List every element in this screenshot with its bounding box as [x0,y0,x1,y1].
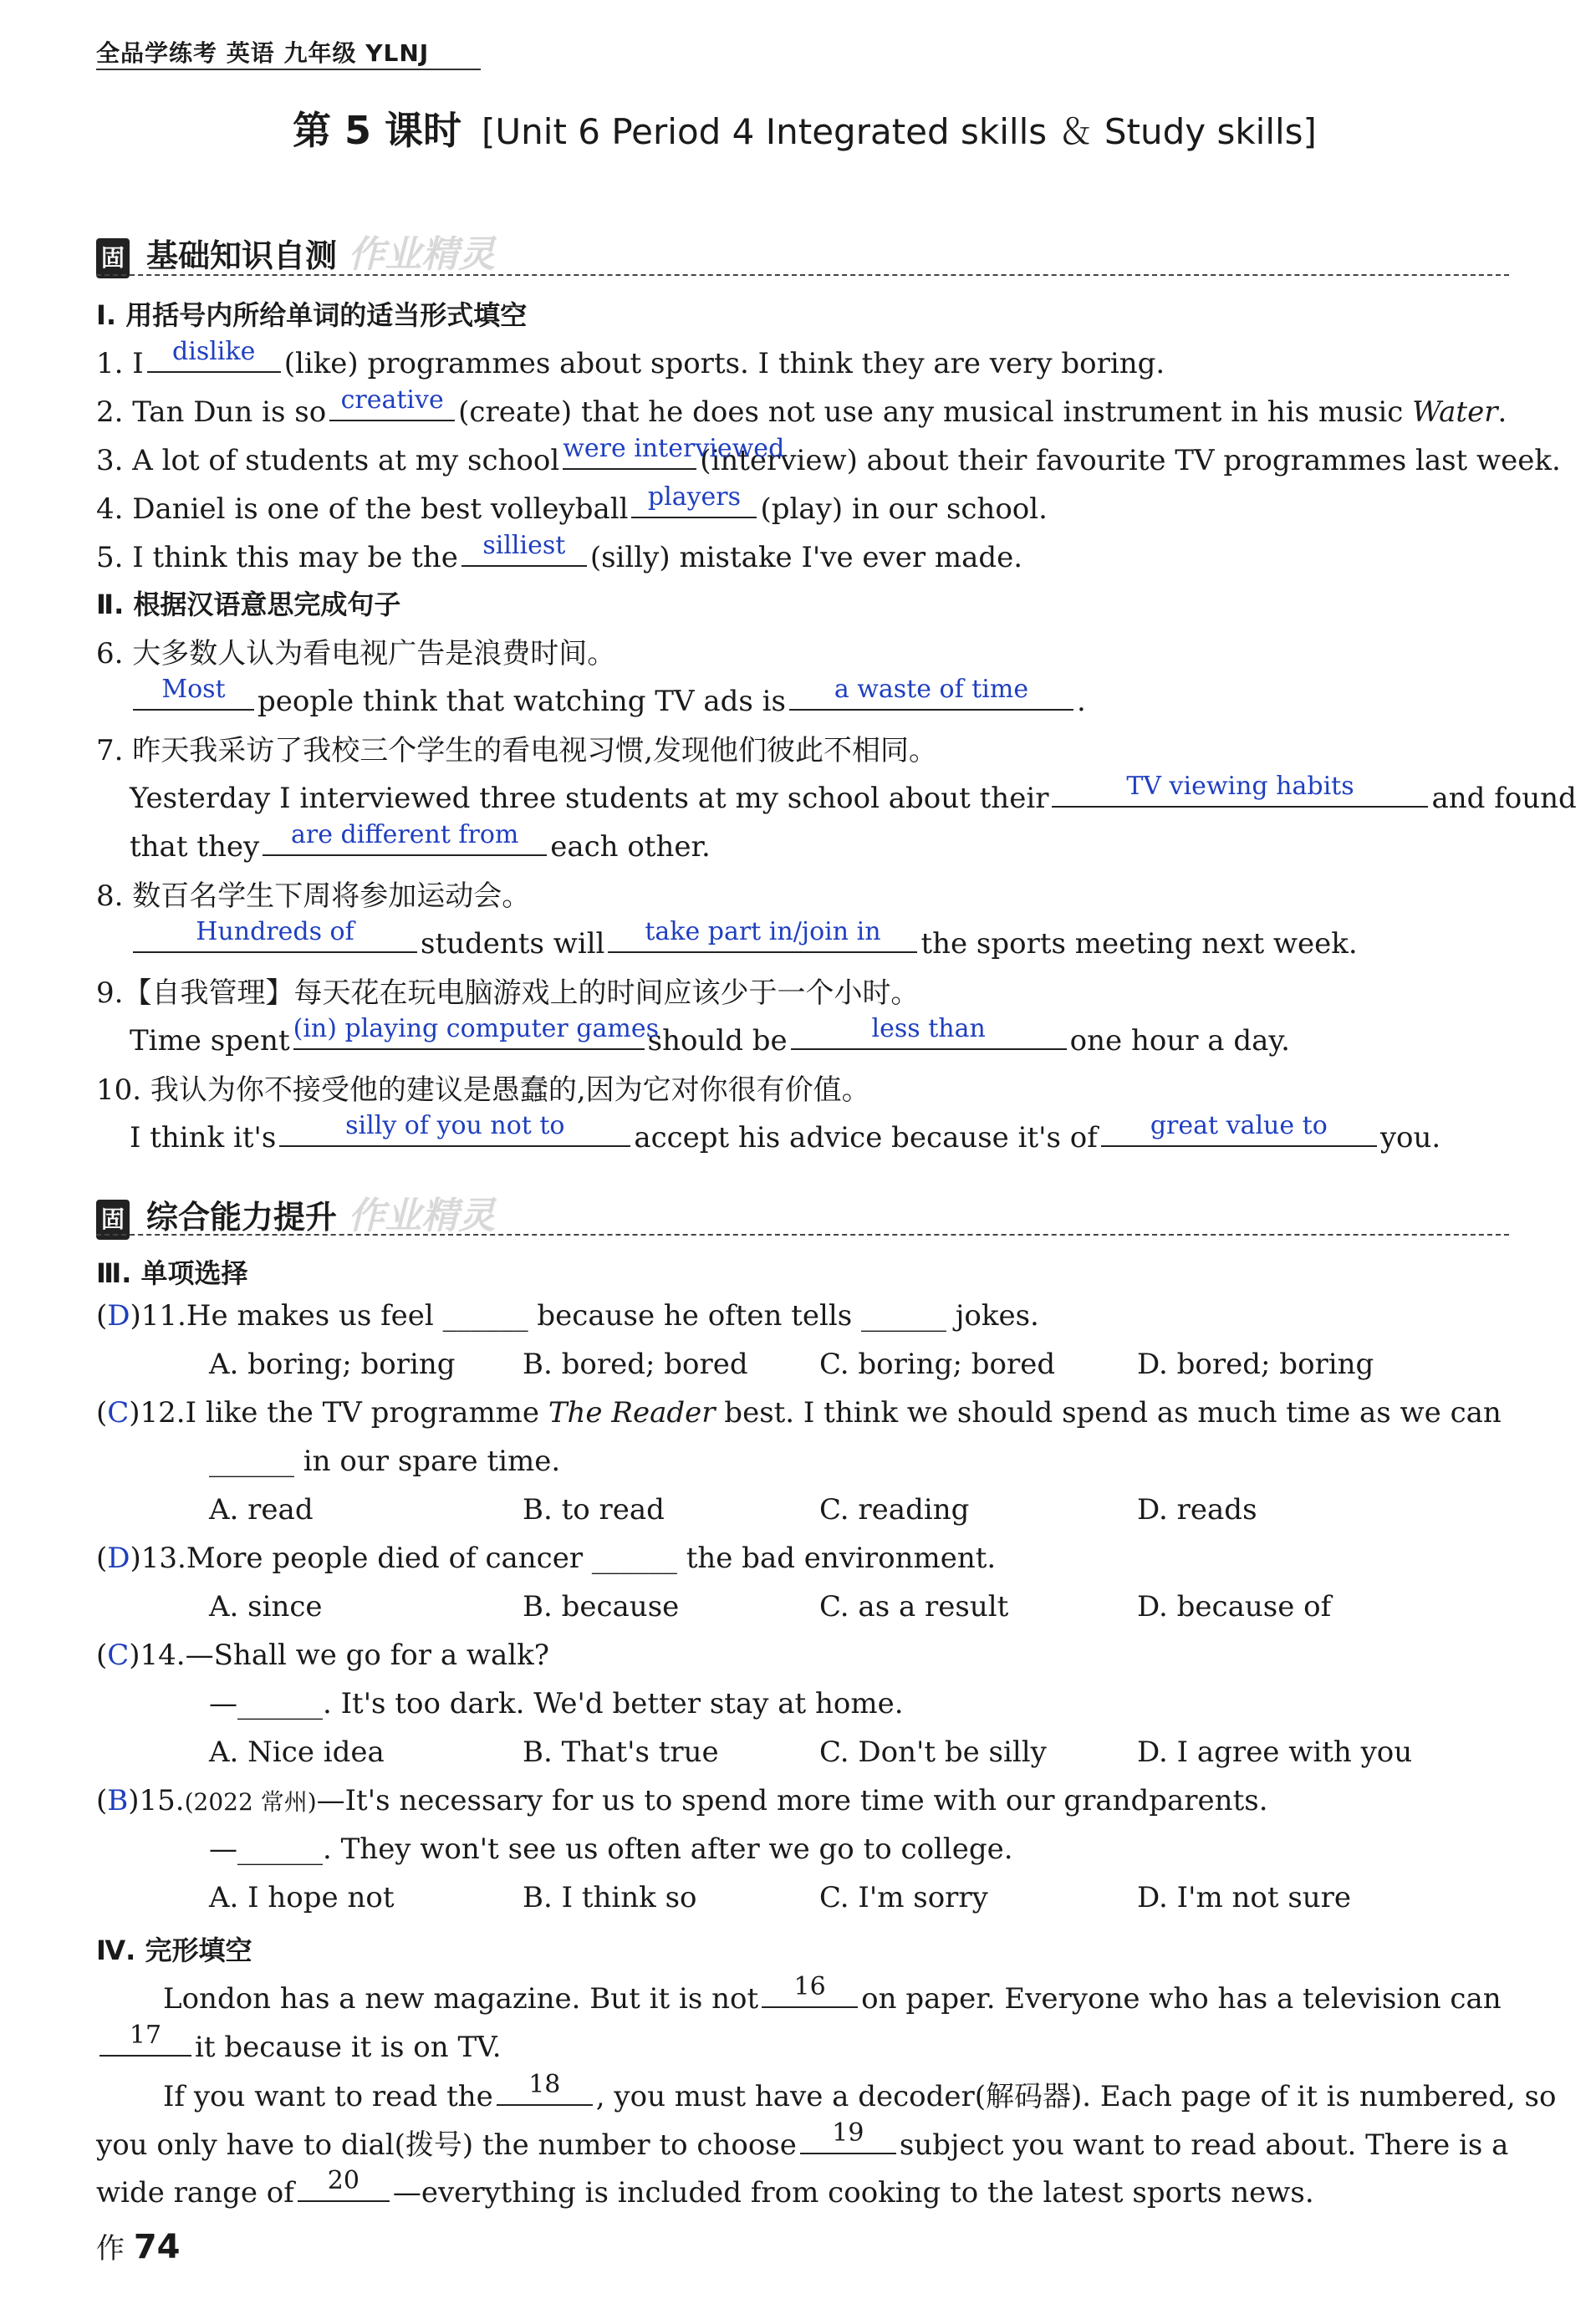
question-10-english: I think it's silly of you not to accept his advice because it's of great value to you. [130,1111,1441,1154]
question-15: (B)15.(2022 常州)—It's necessary for us to spend more time with our grandparents. [96,1784,1268,1817]
unit-title: [Unit 6 Period 4 Integrated skills ＆ Study skills] [482,111,1317,152]
question-15-cont: —______. They won't see us often after we go to college. [209,1832,1013,1866]
cloze-line-4: you only have to dial(拨号) the number to choose 19 subject you want to read about. There is a [96,2118,1509,2162]
answer: dislike [172,337,256,366]
question-3: 3. A lot of students at my school were interviewed (interview) about their favourite TV programmes last week. [96,434,1561,477]
section-icon: 固 [96,1200,130,1240]
question-12-cont: ______ in our spare time. [209,1445,561,1478]
question-11: (D)11.He makes us feel ______ because he often tells ______ jokes. [96,1299,1039,1333]
answer: silliest [482,531,566,560]
blank-number: 18 [528,2070,561,2099]
answer: great value to [1150,1111,1328,1140]
part-i-title: Ⅰ. 用括号内所给单词的适当形式填空 [96,299,528,331]
answer: silly of you not to [345,1111,565,1140]
options-15: A. I hope not B. I think so C. I'm sorry D. I'm not sure [209,1881,1352,1914]
options-12: A. read B. to read C. reading D. reads [209,1493,1257,1527]
choice-answer: C [107,1396,130,1430]
question-8-chinese: 8. 数百名学生下周将参加运动会。 [96,879,531,913]
blank-number: 19 [832,2118,864,2148]
question-9-english: Time spent (in) playing computer games should be less than one hour a day. [130,1014,1290,1058]
cloze-line-2: 17 it because it is on TV. [96,2025,502,2064]
part-ii-title: Ⅱ. 根据汉语意思完成句子 [96,589,401,620]
choice-answer: D [107,1542,130,1575]
question-6-chinese: 6. 大多数人认为看电视广告是浪费时间。 [96,637,616,670]
part-iv-title: Ⅳ. 完形填空 [96,1934,252,1966]
cloze-line-5: wide range of 20 —everything is included from cooking to the latest sports news. [96,2166,1314,2210]
answer: less than [871,1014,986,1043]
options-11: A. boring; boring B. bored; bored C. boring; bored D. bored; boring [209,1348,1374,1381]
answer: were interviewed [563,434,785,463]
question-8-english: Hundreds of students will take part in/join in the sports meeting next week. [130,921,1358,961]
section-advanced-heading [96,1185,495,1240]
lesson-number: 第 5 课时 [293,108,462,153]
question-6-english: Most people think that watching TV ads is a waste of time . [130,679,1086,718]
section-icon: 固 [96,238,130,278]
blank-number: 17 [129,2021,162,2050]
question-14: (C)14.—Shall we go for a walk? [96,1639,549,1672]
question-2: 2. Tan Dun is so creative (create) that he does not use any musical instrument in his music Water. [96,385,1507,429]
answer: a waste of time [834,675,1029,704]
answer: Hundreds of [196,917,354,946]
section-divider [96,1234,1509,1236]
question-7-chinese: 7. 昨天我采访了我校三个学生的看电视习惯,发现他们彼此不相同。 [96,734,938,767]
question-5: 5. I think this may be the silliest (silly) mistake I've ever made. [96,531,1023,574]
part-iii-title: Ⅲ. 单项选择 [96,1257,248,1289]
watermark: 作业精灵 [348,1195,496,1237]
answer: are different from [291,820,519,849]
book-header: 全品学练考 英语 九年级 YLNJ [96,39,430,67]
answer: players [647,482,742,512]
choice-answer: B [107,1784,129,1817]
question-13: (D)13.More people died of cancer ______ the bad environment. [96,1542,997,1575]
blank-number: 16 [793,1972,826,2001]
question-9-chinese: 9.【自我管理】每天花在玩电脑游戏上的时间应该少于一个小时。 [96,976,920,1010]
options-13: A. since B. because C. as a result D. because of [209,1590,1332,1623]
question-14-cont: —______. It's too dark. We'd better stay at home. [209,1687,904,1720]
options-14: A. Nice idea B. That's true C. Don't be silly D. I agree with you [209,1736,1413,1769]
question-4: 4. Daniel is one of the best volleyball players (play) in our school. [96,482,1048,526]
question-10-chinese: 10. 我认为你不接受他的建议是愚蠢的,因为它对你很有价值。 [96,1073,870,1107]
answer: Most [161,675,226,704]
choice-answer: C [107,1639,130,1672]
choice-answer: D [107,1299,130,1333]
answer: take part in/join in [645,917,881,946]
section-title: 基础知识自测 [146,237,338,274]
header-rule [96,69,481,70]
section-basic-heading [96,224,495,278]
answer: TV viewing habits [1126,772,1354,801]
page-number: 作 74 [96,2228,181,2266]
answer: (in) playing computer games [293,1014,659,1043]
section-divider [96,274,1509,276]
answer: creative [340,385,444,415]
page-title [293,100,1317,155]
section-title: 综合能力提升 [146,1199,338,1236]
cloze-line-1: London has a new magazine. But it is not 16 on paper. Everyone who has a television can [163,1972,1502,2016]
blank-number: 20 [327,2166,359,2195]
question-7-english-1: Yesterday I interviewed three students at my school about their TV viewing habits and found [130,772,1577,815]
question-12: (C)12.I like the TV programme The Reader best. I think we should spend as much time as we can [96,1396,1502,1430]
watermark: 作业精灵 [348,233,496,276]
question-7-english-2: that they are different from each other. [130,820,711,864]
cloze-line-3: If you want to read the 18 , you must have a decoder(解码器). Each page of it is numbered, so [163,2070,1557,2113]
question-1: 1. I dislike (like) programmes about sports. I think they are very boring. [96,337,1165,380]
